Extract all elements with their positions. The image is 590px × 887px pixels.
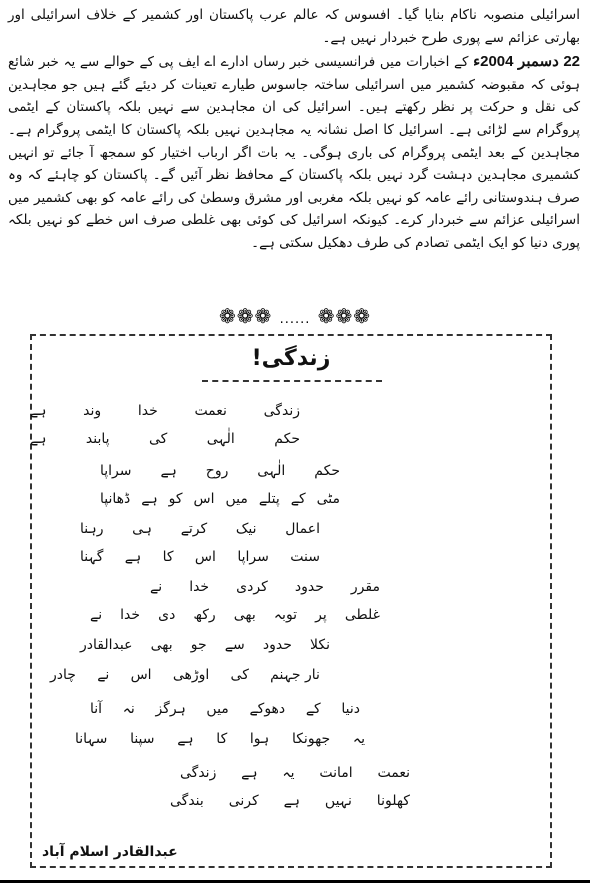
poem-word: ہے [141, 491, 158, 507]
poem-word: نہیں [324, 793, 352, 809]
poem-word: بھی [233, 607, 256, 623]
poem-word: حکم [274, 431, 300, 447]
poem-word: کھلونا [376, 793, 410, 809]
poem-word: جو [190, 637, 207, 653]
poem-word: یہ [282, 765, 295, 781]
poem-word: بندگی [170, 793, 204, 809]
poem-word: ہے [241, 765, 258, 781]
poem-word: نے [150, 579, 163, 595]
poem-word: کردی [236, 579, 268, 595]
poem-word: امانت [319, 765, 353, 781]
poem-word: حکم [314, 463, 340, 479]
poem-word: کے [305, 701, 321, 717]
poem-line [100, 460, 340, 482]
poem-line [180, 762, 410, 784]
poem-word: ہے [124, 549, 142, 565]
article-body [8, 4, 580, 255]
article-paragraph-2 [8, 51, 580, 254]
poem-word: ہوا [249, 731, 270, 747]
poem-word: ہرگز [155, 701, 186, 717]
poem-word: حدود [262, 637, 292, 653]
flower-ornament-left: ❁❁❁ [218, 304, 273, 328]
poem-word: زندگی [263, 403, 300, 419]
poem-line [90, 604, 380, 626]
poem-word: الٰہی [257, 463, 286, 479]
poem-word: جھونکا [291, 731, 331, 747]
poem-line [170, 790, 410, 812]
poem-word: کی [230, 667, 249, 683]
poem-line [75, 728, 365, 750]
poem-word: میں [225, 491, 248, 507]
poem-word: کے [290, 491, 306, 507]
poem-line [90, 698, 360, 720]
poem-line [30, 428, 300, 450]
poem-word: مقرر [350, 579, 380, 595]
poem-line [80, 518, 320, 540]
poem-word: خدا [137, 403, 158, 419]
poem-word: کی [148, 431, 168, 447]
poem-word: رہنا [80, 521, 104, 537]
poem-word: دی [158, 607, 176, 623]
article-paragraph-1: اسرائیلی منصوبہ ناکام بنایا گیا۔ افسوس کہ عالم عرب پاکستان اور کشمیر کے خلاف اسرائیلی اور بھارتی عزائم سے پوری طرح خبردار نہیں ہے۔ [8, 7, 580, 46]
poem-word: سے [224, 637, 245, 653]
section-separator [0, 304, 590, 328]
poem-line [80, 634, 330, 656]
poem-word: پر [315, 607, 327, 623]
poem-word: عبدالقادر [80, 637, 133, 653]
bottom-rule [0, 880, 590, 883]
poem-word: اس [193, 491, 215, 507]
poem-box [30, 334, 552, 868]
poem-word: گہنا [80, 549, 104, 565]
poem-word: ہے [283, 793, 300, 809]
poem-word: غلطی [344, 607, 380, 623]
poem-word: پتلے [258, 491, 280, 507]
poem-line [50, 664, 320, 686]
flower-ornament-right: ❁❁❁ [317, 304, 372, 328]
poem-line [100, 488, 340, 510]
poem-line [150, 576, 380, 598]
poem-word: میں [206, 701, 229, 717]
poem-word: روح [205, 463, 229, 479]
article-date: 22 دسمبر 2004ء [473, 53, 580, 71]
poem-word: حدود [294, 579, 324, 595]
poem-word: ہے [177, 731, 194, 747]
poem-word: اس [194, 549, 216, 565]
poem-word: خدا [120, 607, 141, 623]
poem-title-underline [202, 380, 382, 382]
poem-word: پابند [85, 431, 110, 447]
poem-word: نکلا [310, 637, 330, 653]
poem-author: عبدالقادر اسلام آباد [42, 844, 178, 860]
poem-word: توبہ [273, 607, 298, 623]
poem-word: نیک [235, 521, 257, 537]
poem-word: زندگی [180, 765, 217, 781]
poem-word: یہ [352, 731, 365, 747]
poem-word: رکھ [193, 607, 216, 623]
poem-word: ہے [30, 403, 47, 419]
poem-word: نے [90, 607, 103, 623]
poem-word: سراپا [237, 549, 269, 565]
poem-word: بھی [150, 637, 173, 653]
poem-word: اس [130, 667, 152, 683]
poem-word: ہے [30, 431, 47, 447]
poem-word: سہانا [75, 731, 108, 747]
article-paragraph-2-text: کے اخبارات میں فرانسیسی خبر رساں ادارے اے ایف پی کے حوالے سے یہ خبر شائع ہوئی کہ مقبوضہ کشمیر میں اسرائیلی ساختہ جاسوس طیارے تعینات کر دیئے گئے ہیں جو مجاہدین کی نقل و حرکت پر نظر رکھتے ہیں۔ اسرائیل کی ان مجاہدین سے نہیں بلکہ پاکستان کے ایٹمی پروگرام سے لڑائی ہے۔ اسرائیل کا اصل نشانہ یہ مجاہدین نہیں بلکہ پاکستان کا ایٹمی پروگرام ہے۔ مجاہدین کے بعد ایٹمی پروگرام کی باری ہوگی۔ یہ بات اگر ارباب اختیار کو سمجھ آ جائے تو انہیں کشمیری مجاہدین دہشت گرد نہیں بلکہ پاکستان کے محافظ نظر آئیں گے۔ پاکستان کو چاہئے کہ وہ صرف ہندوستانی رائے عامہ کو نہیں بلکہ مغربی اور مشرق وسطیٰ کی رائے عامہ کو بھی کشمیر میں اسرائیلی عزائم سے خبردار کرے۔ کیونکہ اسرائیل کی کوئی بھی غلطی صرف اس خطے کو نہیں بلکہ پوری دنیا کو ایک ایٹمی تصادم کی طرف دھکیل سکتی ہے۔ [8, 54, 580, 251]
poem-word: دھوکے [249, 701, 286, 717]
poem-word: سنت [290, 549, 320, 565]
poem-word: نار جہنم [270, 667, 320, 683]
poem-word: چادر [50, 667, 76, 683]
poem-word: سراپا [100, 463, 132, 479]
poem-word: کرتے [180, 521, 208, 537]
poem-word: خدا [189, 579, 210, 595]
poem-word: ہے [160, 463, 177, 479]
poem-word: آنا [90, 701, 103, 717]
poem-word: اوڑھی [172, 667, 210, 683]
poem-line [30, 400, 300, 422]
poem-word: کرنی [228, 793, 259, 809]
separator-dots: ...... [279, 312, 311, 327]
poem-word: نعمت [194, 403, 227, 419]
poem-line [80, 546, 320, 568]
poem-word: دنیا [341, 701, 360, 717]
poem-word: مٹی [316, 491, 340, 507]
poem-word: الٰہی [206, 431, 235, 447]
poem-word: سپنا [130, 731, 155, 747]
poem-title: زندگی! [251, 346, 331, 371]
poem-word: کو [168, 491, 183, 507]
poem-word: ڈھانپا [100, 491, 131, 507]
poem-word: کا [216, 731, 228, 747]
poem-word: نے [97, 667, 110, 683]
poem-word: کا [162, 549, 174, 565]
poem-word: نہ [122, 701, 135, 717]
poem-word: ہی [132, 521, 153, 537]
poem-word: نعمت [377, 765, 410, 781]
poem-word: اعمال [285, 521, 320, 537]
poem-word: وند [83, 403, 102, 419]
